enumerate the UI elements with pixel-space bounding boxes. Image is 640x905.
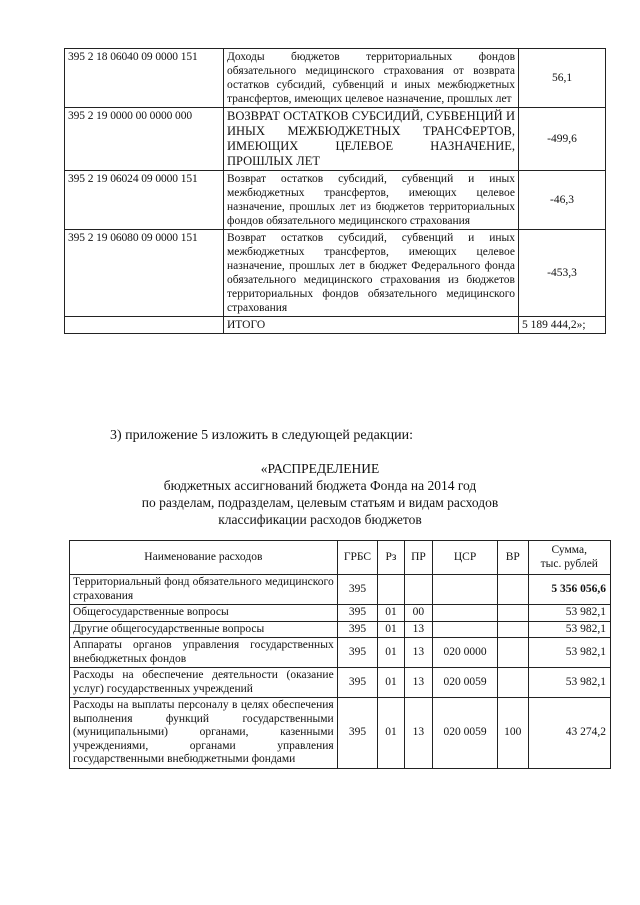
budget-code: 395 2 19 06024 09 0000 151 <box>65 171 224 230</box>
heading-line: по разделам, подразделам, целевым статьям и видам расходов <box>141 495 499 510</box>
pr-cell: 13 <box>404 621 432 638</box>
csr-cell: 020 0059 <box>433 698 498 769</box>
table-row <box>70 668 611 698</box>
table-row <box>70 575 611 605</box>
vr-cell <box>497 605 528 622</box>
amendment-item: 3) приложение 5 изложить в следующей редакции: <box>110 428 413 443</box>
pr-cell: 13 <box>404 668 432 698</box>
table-row <box>70 638 611 668</box>
sum-cell: 53 982,1 <box>528 668 610 698</box>
csr-cell <box>433 575 498 605</box>
header-sum-line: Сумма, <box>551 544 587 556</box>
sum-cell: 5 356 056,6 <box>528 575 610 605</box>
pr-cell <box>404 575 432 605</box>
header-sum-line: тыс. рублей <box>540 557 598 570</box>
grbs-cell: 395 <box>337 638 377 668</box>
rz-cell: 01 <box>378 668 405 698</box>
header-sum <box>528 541 610 575</box>
rz-cell: 01 <box>378 698 405 769</box>
grbs-cell: 395 <box>337 698 377 769</box>
total-row <box>65 317 606 334</box>
csr-cell <box>433 621 498 638</box>
pr-cell: 13 <box>404 698 432 769</box>
expense-name: Расходы на обеспечение деятельности (оказание услуг) государственных учреждений <box>70 668 338 698</box>
expenditure-table <box>69 540 611 769</box>
rz-cell: 01 <box>378 605 405 622</box>
rz-cell: 01 <box>378 638 405 668</box>
csr-cell: 020 0000 <box>433 638 498 668</box>
grbs-cell: 395 <box>337 668 377 698</box>
table-row <box>70 698 611 769</box>
revenue-name: Возврат остатков субсидий, субвенций и иных межбюджетных трансфертов, имеющих целевое назначение, прошлых лет из бюджетов территориальных фондов обязательного медицинского страхования <box>224 171 519 230</box>
pr-cell: 00 <box>404 605 432 622</box>
distribution-heading <box>100 460 540 528</box>
total-label: ИТОГО <box>224 317 519 334</box>
expense-name: Территориальный фонд обязательного медицинского страхования <box>70 575 338 605</box>
header-csr: ЦСР <box>433 541 498 575</box>
header-pr: ПР <box>404 541 432 575</box>
table-row <box>65 230 606 317</box>
sum-cell: 53 982,1 <box>528 605 610 622</box>
table-row <box>65 108 606 171</box>
table-row <box>70 605 611 622</box>
revenue-sum: 56,1 <box>519 49 606 108</box>
budget-code: 395 2 18 06040 09 0000 151 <box>65 49 224 108</box>
expense-name: Аппараты органов управления государственных внебюджетных фондов <box>70 638 338 668</box>
header-vr: ВР <box>497 541 528 575</box>
sum-cell: 53 982,1 <box>528 638 610 668</box>
revenue-sum: -499,6 <box>519 108 606 171</box>
header-row <box>70 541 611 575</box>
vr-cell <box>497 575 528 605</box>
table-row <box>70 621 611 638</box>
csr-cell: 020 0059 <box>433 668 498 698</box>
revenue-table <box>64 48 606 334</box>
header-grbs: ГРБС <box>337 541 377 575</box>
pr-cell: 13 <box>404 638 432 668</box>
expense-name: Другие общегосударственные вопросы <box>70 621 338 638</box>
header-name: Наименование расходов <box>70 541 338 575</box>
sum-cell: 53 982,1 <box>528 621 610 638</box>
revenue-name: Доходы бюджетов территориальных фондов обязательного медицинского страхования от возврата остатков субсидий, субвенций и иных межбюджетных трансфертов, имеющих целевое назначение, прошлых лет <box>224 49 519 108</box>
heading-line: бюджетных ассигнований бюджета Фонда на 2014 год <box>163 478 477 493</box>
vr-cell <box>497 668 528 698</box>
heading-title: «РАСПРЕДЕЛЕНИЕ <box>260 461 380 476</box>
rz-cell <box>378 575 405 605</box>
heading-line: классификации расходов бюджетов <box>218 512 422 527</box>
revenue-name: Возврат остатков субсидий, субвенций и иных межбюджетных трансфертов, имеющих целевое назначение, прошлых лет в бюджет Федерального фонда обязательного медицинского страхования из бюджетов территориальных фондов обязательного медицинского страхования <box>224 230 519 317</box>
header-rz: Рз <box>378 541 405 575</box>
total-sum: 5 189 444,2»; <box>519 317 606 334</box>
vr-cell: 100 <box>497 698 528 769</box>
table-row <box>65 49 606 108</box>
revenue-sum: -46,3 <box>519 171 606 230</box>
grbs-cell: 395 <box>337 575 377 605</box>
revenue-sum: -453,3 <box>519 230 606 317</box>
expense-name: Расходы на выплаты персоналу в целях обеспечения выполнения функций государственными (муниципальными) органами, казенными учреждениями, органами управления государственными внебюджетными фондами <box>70 698 338 769</box>
grbs-cell: 395 <box>337 605 377 622</box>
sum-cell: 43 274,2 <box>528 698 610 769</box>
rz-cell: 01 <box>378 621 405 638</box>
total-code-cell <box>65 317 224 334</box>
vr-cell <box>497 638 528 668</box>
grbs-cell: 395 <box>337 621 377 638</box>
budget-code: 395 2 19 06080 09 0000 151 <box>65 230 224 317</box>
revenue-name: ВОЗВРАТ ОСТАТКОВ СУБСИДИЙ, СУБВЕНЦИЙ И ИНЫХ МЕЖБЮДЖЕТНЫХ ТРАНСФЕРТОВ, ИМЕЮЩИХ ЦЕЛЕВОЕ НАЗНАЧЕНИЕ, ПРОШЛЫХ ЛЕТ <box>224 108 519 171</box>
table-row <box>65 171 606 230</box>
expense-name: Общегосударственные вопросы <box>70 605 338 622</box>
csr-cell <box>433 605 498 622</box>
budget-code: 395 2 19 0000 00 0000 000 <box>65 108 224 171</box>
vr-cell <box>497 621 528 638</box>
